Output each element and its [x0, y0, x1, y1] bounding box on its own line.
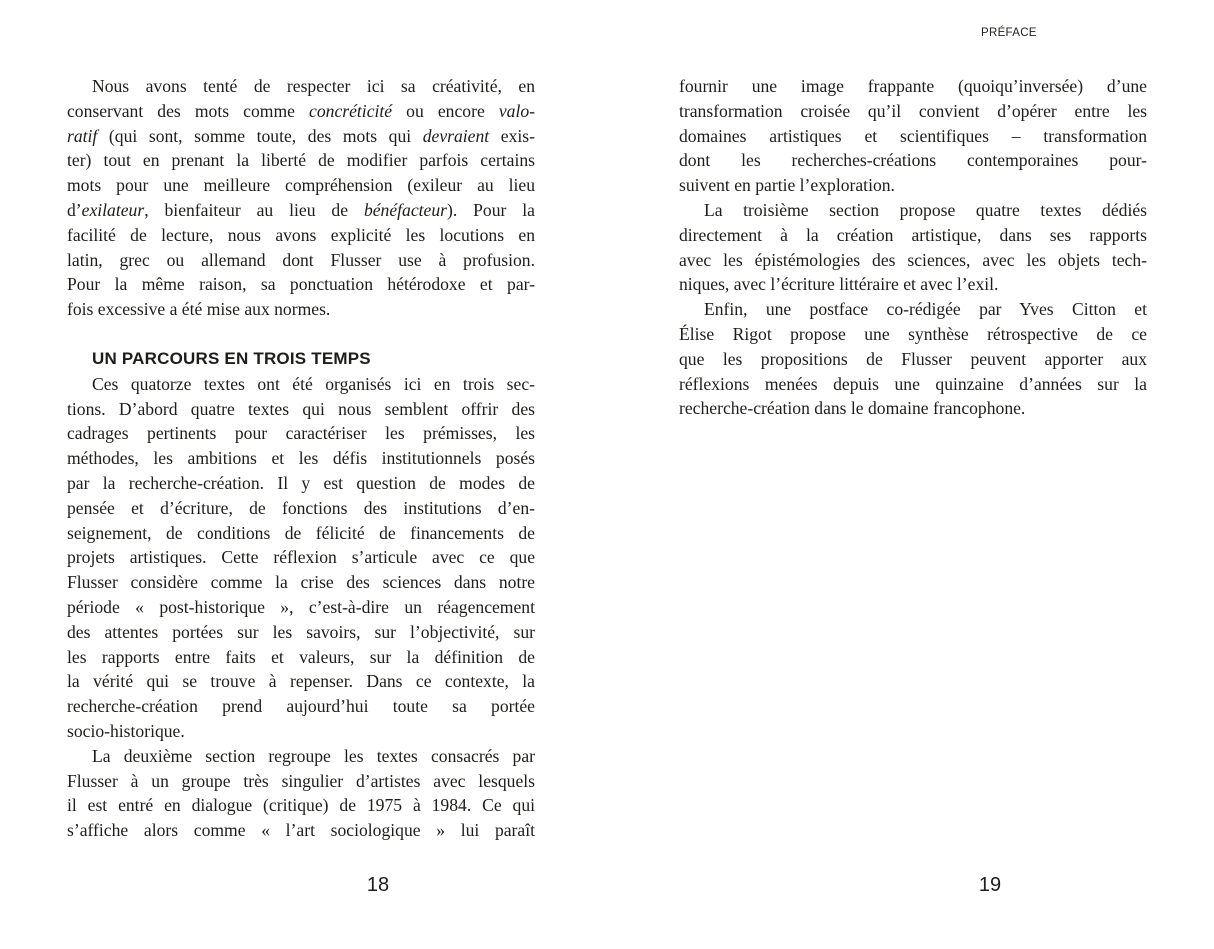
- text-run: ou encore: [392, 100, 499, 121]
- text-line: niques, avec l’écriture littéraire et avec l’exil.: [679, 274, 999, 295]
- text-line: avec les épistémologies des sciences, avec les objets tech-: [679, 249, 1147, 270]
- text-run: conservant des mots comme: [67, 100, 310, 121]
- italic-term: ratif: [67, 125, 98, 146]
- italic-term: concréticité: [309, 100, 393, 121]
- text-line: il est entré en dialogue (critique) de 1975 à 1984. Ce qui: [67, 795, 535, 816]
- running-header: PRÉFACE: [981, 27, 1037, 39]
- text-line: Élise Rigot propose une synthèse rétrospective de ce: [679, 323, 1147, 344]
- right-page-text: [679, 74, 1147, 421]
- italic-term: devraient: [422, 125, 490, 146]
- page-number-left: 18: [366, 874, 390, 896]
- text-run: exis-: [489, 125, 535, 146]
- italic-term: valo-: [498, 100, 536, 121]
- text-line: socio-historique.: [67, 720, 185, 741]
- text-line: Ces quatorze textes ont été organisés ici en trois sec-: [92, 373, 535, 394]
- text-line: La deuxième section regroupe les textes consacrés par: [92, 745, 535, 766]
- text-line: [67, 124, 535, 149]
- italic-term: exilateur: [81, 199, 145, 220]
- text-line: fois excessive a été mise aux normes.: [67, 299, 331, 320]
- text-line: cadrages pertinents pour caractériser les prémisses, les: [67, 423, 535, 444]
- text-line: directement à la création artistique, dans ses rapports: [679, 224, 1147, 245]
- text-line: latin, grec ou allemand dont Flusser use à profusion.: [67, 249, 535, 270]
- text-line: facilité de lecture, nous avons explicité les locutions en: [67, 224, 535, 245]
- text-line: dont les recherches-créations contemporaines pour-: [679, 150, 1147, 171]
- text-line: transformation croisée qu’il convient d’opérer entre les: [679, 100, 1147, 121]
- text-line: les rapports entre faits et valeurs, sur la définition de: [67, 646, 535, 667]
- text-line: Enfin, une postface co-rédigée par Yves Citton et: [704, 299, 1147, 320]
- text-line: des attentes portées sur les savoirs, sur l’objectivité, sur: [67, 621, 535, 642]
- text-line: que les propositions de Flusser peuvent apporter aux: [679, 348, 1147, 369]
- text-line: par la recherche-création. Il y est question de modes de: [67, 472, 535, 493]
- text-line: La troisième section propose quatre textes dédiés: [704, 199, 1147, 220]
- section-heading: UN PARCOURS EN TROIS TEMPS: [92, 348, 371, 368]
- text-line: seignement, de conditions de félicité de financements de: [67, 522, 535, 543]
- left-page-text: [67, 74, 535, 843]
- text-run: (qui sont, somme toute, des mots qui: [97, 125, 423, 146]
- paragraph: [679, 198, 1147, 297]
- text-line: réflexions menées depuis une quinzaine d’années sur la: [679, 373, 1147, 394]
- text-run: d’: [67, 199, 82, 220]
- text-line: la vérité qui se trouve à repenser. Dans ce contexte, la: [67, 671, 535, 692]
- paragraph: [67, 74, 535, 322]
- text-line: recherche-création prend aujourd’hui toute sa portée: [67, 696, 535, 717]
- text-line: recherche-création dans le domaine francophone.: [679, 398, 1026, 419]
- page-number-right: 19: [978, 874, 1002, 896]
- text-line: [67, 99, 535, 124]
- text-line: Nous avons tenté de respecter ici sa créativité, en: [92, 76, 535, 96]
- italic-term: bénéfacteur: [363, 199, 447, 220]
- text-line: s’affiche alors comme « l’art sociologique » lui paraît: [67, 820, 535, 841]
- text-line: mots pour une meilleure compréhension (exileur au lieu: [67, 175, 535, 196]
- text-line: suivent en partie l’exploration.: [679, 175, 895, 196]
- text-line: domaines artistiques et scientifiques – transformation: [679, 125, 1147, 146]
- text-line: fournir une image frappante (quoiqu’inversée) d’une: [679, 76, 1147, 96]
- text-line: Flusser à un groupe très singulier d’artistes avec lesquels: [67, 770, 535, 791]
- text-line: Pour la même raison, sa ponctuation hétérodoxe et par-: [67, 274, 535, 295]
- text-line: période « post-historique », c’est-à-dire un réagencement: [67, 596, 535, 617]
- paragraph: [679, 74, 1147, 198]
- text-line: Flusser considère comme la crise des sciences dans notre: [67, 572, 535, 593]
- paragraph: [679, 297, 1147, 421]
- text-line: pensée et d’écriture, de fonctions des institutions d’en-: [67, 497, 535, 518]
- paragraph: [67, 372, 535, 744]
- text-line: tions. D’abord quatre textes qui nous semblent offrir des: [67, 398, 535, 419]
- text-line: [67, 198, 535, 223]
- text-line: méthodes, les ambitions et les défis institutionnels posés: [67, 448, 535, 469]
- paragraph: [67, 744, 535, 843]
- text-run: , bienfaiteur au lieu de: [144, 199, 364, 220]
- text-line: ter) tout en prenant la liberté de modifier parfois certains: [67, 150, 535, 171]
- text-run: ). Pour la: [446, 199, 535, 220]
- text-line: projets artistiques. Cette réflexion s’articule avec ce que: [67, 547, 535, 568]
